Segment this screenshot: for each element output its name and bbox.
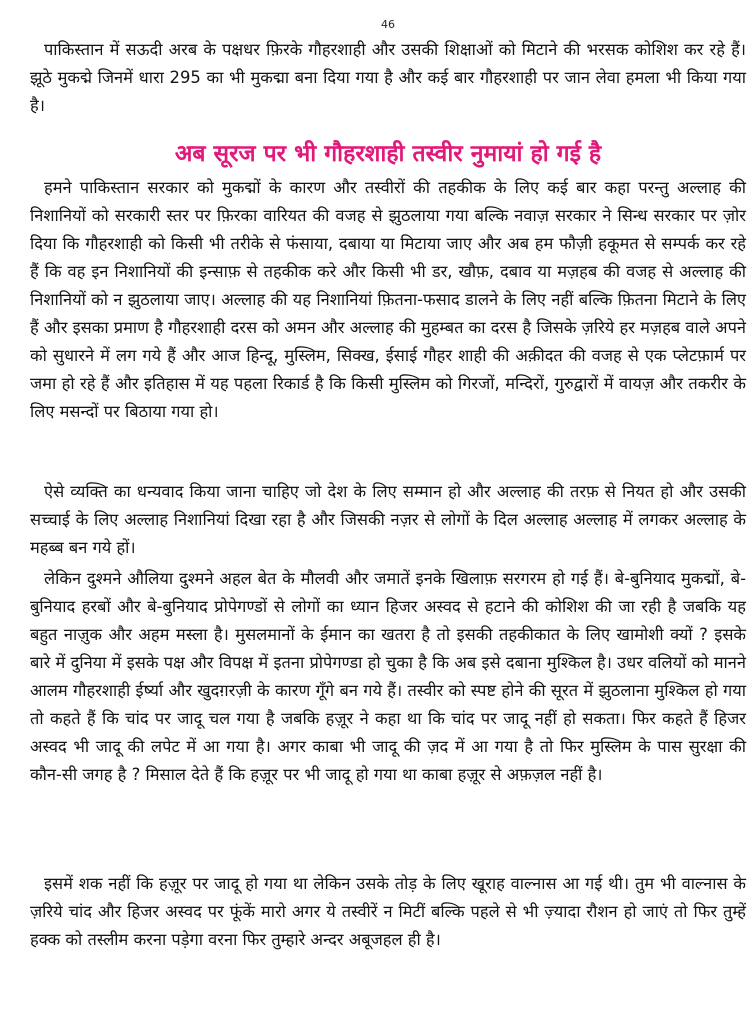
body-paragraph: ऐसे व्यक्ति का धन्यवाद किया जाना चाहिए जो देश के लिए सम्मान हो और अल्लाह की तरफ़ से नियत हो और उसकी सच्चाई के लिए अल्लाह निशानियां दिखा रहा है और जिसकी नज़र से लोगों के दिल अल्लाह अल्लाह में लगकर अल्लाह के महब्ब बन गये हों। <box>30 482 746 557</box>
intro-paragraph: पाकिस्तान में सऊदी अरब के पक्षधर फ़िरके गौहरशाही और उसकी शिक्षाओं को मिटाने की भरसक कोशिश कर रहे हैं। झूठे मुकद्मे जिनमें धारा 295 का भी मुकद्मा बना दिया गया है और कई बार गौहरशाही पर जान लेवा हमला भी किया गया है। <box>30 40 746 115</box>
page-number: 46 <box>381 18 395 31</box>
section-heading: अब सूरज पर भी गौहरशाही तस्वीर नुमायां हो गई है <box>174 141 602 167</box>
body-paragraph: लेकिन दुश्मने औलिया दुश्मने अहल बेत के मौलवी और जमातें इनके खिलाफ़ सरगरम हो गई हैं। बे-बुनियाद मुकद्मों, बे-बुनियाद हरबों और बे-बुनियाद प्रोपेगण्डों से लोगों का ध्यान हिजर अस्वद से हटाने की कोशिश की जा रही है जबकि यह बहुत नाज़ुक और अहम मस्ला है। मुसलमानों के ईमान का खतरा है तो इसकी तहकीकात के लिए खामोशी क्यों ? इसके बारे में दुनिया में इसके पक्ष और विपक्ष में इतना प्रोपेगण्डा हो चुका है कि अब इसे दबाना मुश्किल है। उधर वलियों को मानने आलम गौहरशाही ईर्ष्या और खुदग़रज़ी के कारण गूँगे बन गये हैं। तस्वीर को स्पष्ट होने की सूरत में झुठलाना मुश्किल हो गया तो कहते हैं कि चांद पर जादू चल गया है जबकि हज़ूर ने कहा था कि चांद पर जादू नहीं हो सकता। फिर कहते हैं हिजर अस्वद भी जादू की लपेट में आ गया है। अगर काबा भी जादू की ज़द में आ गया है तो फिर मुस्लिम के पास सुरक्षा की कौन-सी जगह है ? मिसाल देते हैं कि हज़ूर पर भी जादू हो गया था काबा हज़ूर से अफ़ज़ल नहीं है। <box>30 569 746 784</box>
book-page <box>30 0 746 1013</box>
body-paragraph: इसमें शक नहीं कि हज़ूर पर जादू हो गया था लेकिन उसके तोड़ के लिए खूराह वाल्नास आ गई थी। तुम भी वाल्नास के ज़रिये चांद और हिजर अस्वद पर फूंकें मारो अगर ये तस्वीरें न मिटीं बल्कि पहले से भी ज़्यादा रौशन हो जाएं तो फिर तुम्हें हक्क को तस्लीम करना पड़ेगा वरना फिर तुम्हारे अन्दर अबूजहल ही है। <box>30 874 746 949</box>
body-paragraph: हमने पाकिस्तान सरकार को मुकद्मों के कारण और तस्वीरों की तहकीक के लिए कई बार कहा परन्तु अल्लाह की निशानियों को सरकारी स्तर पर फ़िरका वारियत की वजह से झुठलाया गया बल्कि नवाज़ सरकार ने सिन्ध सरकार पर ज़ोर दिया कि गौहरशाही को किसी भी तरीके से फंसाया, दबाया या मिटाया जाए और अब हम फौज़ी हकूमत से सम्पर्क कर रहे हैं कि वह इन निशानियों की इन्साफ़ से तहकीक करे और किसी भी डर, खौफ़, दबाव या मज़हब की वजह से अल्लाह की निशानियों को न झुठलाया जाए। अल्लाह की यह निशानियां फ़ितना-फसाद डालने के लिए नहीं बल्कि फ़ितना मिटाने के लिए हैं और इसका प्रमाण है गौहरशाही दरस को अमन और अल्लाह की मुहम्बत का दरस है जिसके ज़रिये हर मज़हब वाले अपने को सुधारने में लग गये हैं और आज हिन्दू, मुस्लिम, सिक्ख, ईसाई गौहर शाही की अक़ीदत की वजह से एक प्लेटफ़ार्म पर जमा हो रहे हैं और इतिहास में यह पहला रिकार्ड है कि किसी मुस्लिम को गिरजों, मन्दिरों, गुरुद्वारों में वायज़ और तकरीर के लिए मसन्दों पर बिठाया गया हो। <box>30 178 746 421</box>
